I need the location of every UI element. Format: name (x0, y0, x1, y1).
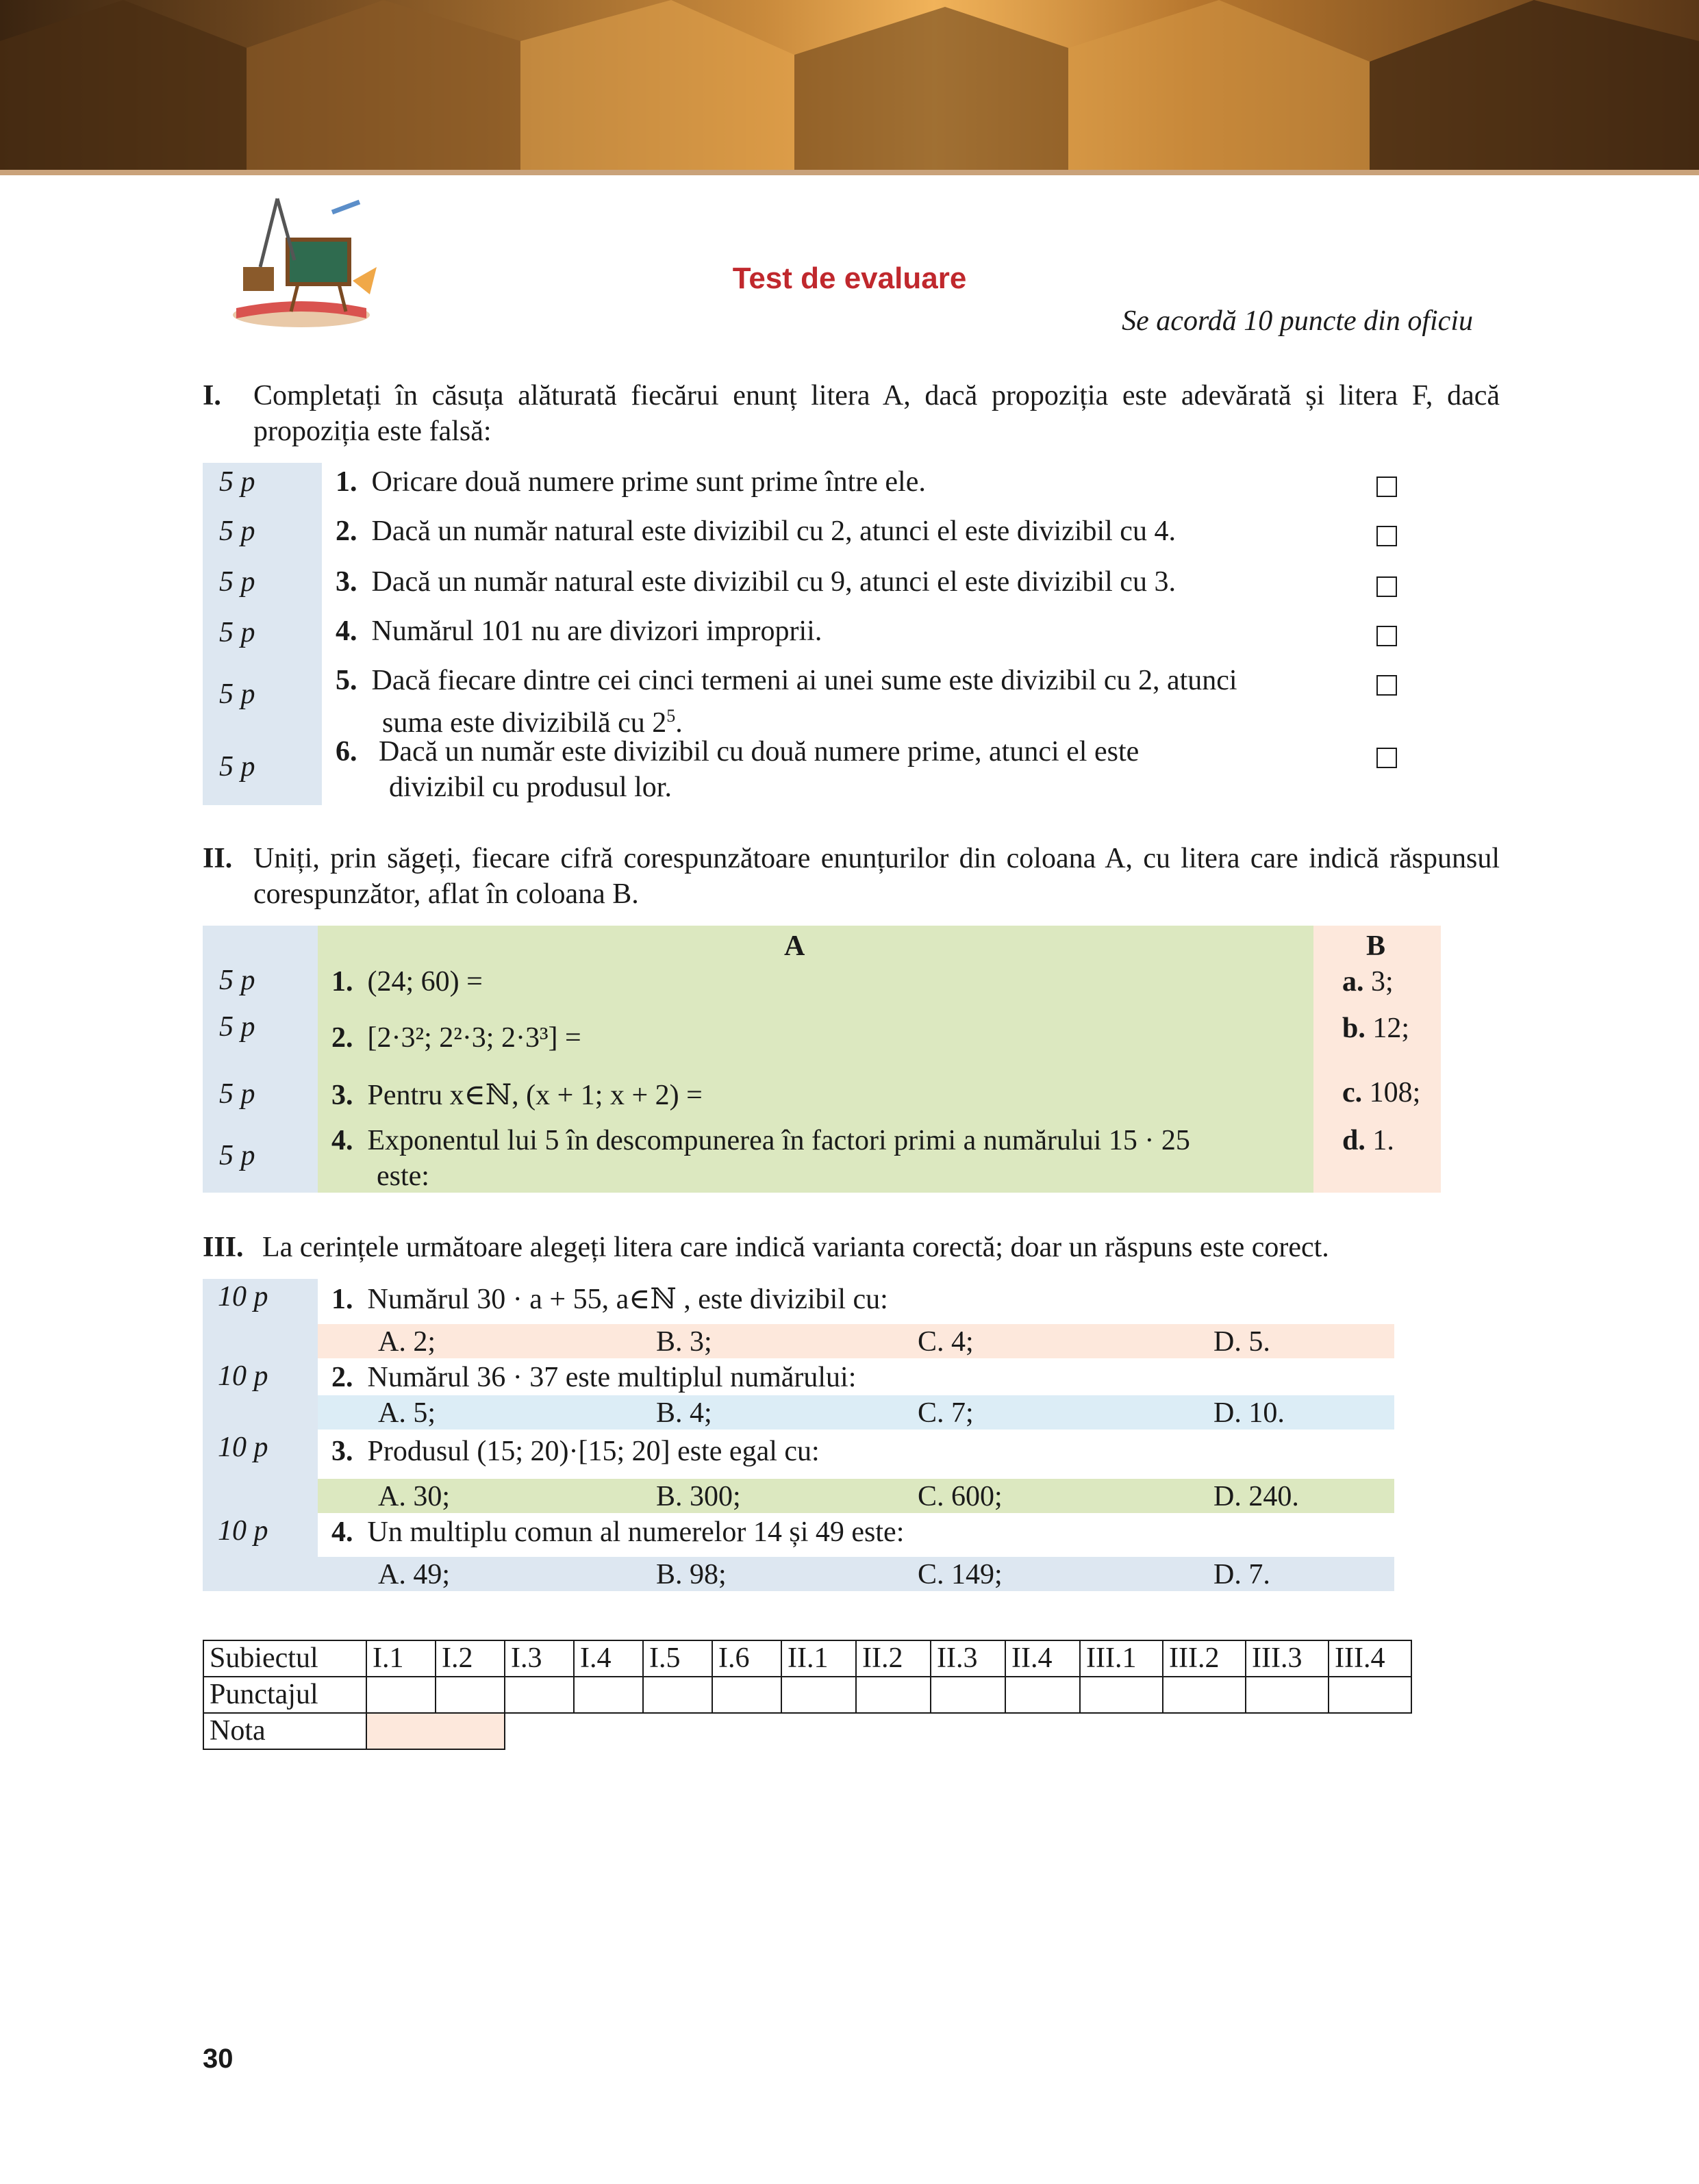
banner-blocks-image (0, 0, 1699, 170)
grade-spacer (505, 1713, 1411, 1749)
s3-q2-option-d[interactable]: D. 10. (1213, 1397, 1285, 1429)
s3-q2-option-a[interactable]: A. 5; (378, 1397, 436, 1429)
score-label-grade: Nota (203, 1713, 366, 1749)
s2-answer-b-letter: b. (1342, 1013, 1366, 1044)
s1-item1-text: Oricare două numere prime sunt prime între ele. (371, 466, 926, 498)
score-cell[interactable] (856, 1677, 931, 1713)
s2-answer-c-value: 108; (1369, 1077, 1421, 1108)
score-cell[interactable] (505, 1677, 574, 1713)
score-col-header: III.4 (1329, 1640, 1411, 1677)
grade-cell[interactable] (366, 1713, 505, 1749)
s1-item6-text2: divizibil cu produsul lor. (389, 772, 672, 803)
score-cell[interactable] (1246, 1677, 1329, 1713)
s3-q4-text: Un multiplu comun al numerelor 14 și 49 este: (367, 1516, 905, 1548)
score-row-subject (203, 1640, 1411, 1677)
score-table (203, 1640, 1412, 1750)
s3-q2-num: 2. (331, 1362, 353, 1393)
s3-q4-option-b[interactable]: B. 98; (656, 1559, 727, 1590)
s1-item1-points: 5 p (219, 466, 255, 498)
s1-item6-text: Dacă un număr este divizibil cu două numere prime, atunci el este (379, 736, 1140, 767)
score-cell[interactable] (643, 1677, 712, 1713)
s1-item4-num: 4. (336, 615, 357, 647)
score-row-grade (203, 1713, 1411, 1749)
score-cell[interactable] (436, 1677, 505, 1713)
section3-instruction: La cerințele următoare alegeți litera care indică varianta corectă; doar un răspuns este corect. (262, 1232, 1329, 1263)
s3-q4-option-d[interactable]: D. 7. (1213, 1559, 1270, 1590)
page-number: 30 (203, 2044, 234, 2074)
s3-q1-points: 10 p (218, 1281, 268, 1312)
s1-item4-checkbox[interactable] (1376, 626, 1397, 646)
header-banner (0, 0, 1699, 170)
s3-q1-option-d[interactable]: D. 5. (1213, 1326, 1270, 1358)
s3-q1-text: Numărul 30 · a + 55, a∈ℕ , este divizibil cu: (367, 1284, 888, 1315)
s1-item2-text: Dacă un număr natural este divizibil cu 2, atunci el este divizibil cu 4. (371, 516, 1176, 547)
s3-q2-option-c[interactable]: C. 7; (918, 1397, 974, 1429)
s1-item6-checkbox[interactable] (1376, 748, 1397, 768)
s3-q1-option-c[interactable]: C. 4; (918, 1326, 974, 1358)
s3-q2-points: 10 p (218, 1360, 268, 1392)
s3-q2-text: Numărul 36 · 37 este multiplul numărului: (367, 1362, 857, 1393)
s1-item6-num: 6. (336, 736, 357, 767)
section2-label: II. (203, 843, 233, 874)
s3-q4-option-a[interactable]: A. 49; (378, 1559, 450, 1590)
s2-item2-num: 2. (331, 1022, 353, 1054)
score-cell[interactable] (1080, 1677, 1163, 1713)
s1-item2-num: 2. (336, 516, 357, 547)
s3-q3-option-a[interactable]: A. 30; (378, 1481, 450, 1512)
s1-item4-text: Numărul 101 nu are divizori improprii. (371, 615, 822, 647)
s3-q3-option-b[interactable]: B. 300; (656, 1481, 741, 1512)
s3-q2-option-b[interactable]: B. 4; (656, 1397, 712, 1429)
s1-item5-num: 5. (336, 665, 357, 696)
score-cell[interactable] (931, 1677, 1005, 1713)
score-cell[interactable] (1163, 1677, 1246, 1713)
page-subtitle: Se acordă 10 puncte din oficiu (1122, 305, 1473, 337)
score-col-header: III.1 (1080, 1640, 1163, 1677)
s3-q1-option-a[interactable]: A. 2; (378, 1326, 436, 1358)
s1-item3-text: Dacă un număr natural este divizibil cu 9, atunci el este divizibil cu 3. (371, 566, 1176, 598)
section1-instruction: Completați în căsuța alăturată fiecărui enunț litera A, dacă propoziția este adevărată și litera F, dacă propoziția este falsă: (253, 380, 1500, 447)
s1-item3-num: 3. (336, 566, 357, 598)
s2-item4-text: Exponentul lui 5 în descompunerea în factori primi a numărului 15 · 25 (367, 1125, 1190, 1156)
s2-item1-text: (24; 60) = (367, 966, 483, 998)
s1-item2-points: 5 p (219, 516, 255, 547)
s2-item3-text: Pentru x∈ℕ, (x + 1; x + 2) = (367, 1080, 703, 1111)
s1-item5-tail: . (675, 707, 683, 739)
banner-underline (0, 170, 1699, 175)
s1-item1-num: 1. (336, 466, 357, 498)
score-col-header: II.3 (931, 1640, 1005, 1677)
s3-q3-text: Produsul (15; 20)·[15; 20] este egal cu: (367, 1436, 820, 1467)
s3-q4-points: 10 p (218, 1515, 268, 1547)
s2-item4-num: 4. (331, 1125, 353, 1156)
score-row-points (203, 1677, 1411, 1713)
s1-item5-checkbox[interactable] (1376, 675, 1397, 696)
s1-item5-points: 5 p (219, 678, 255, 710)
s2-item3-points: 5 p (219, 1078, 255, 1110)
section2-instruction: Uniți, prin săgeți, fiecare cifră corespunzătoare enunțurilor din coloana A, cu litera care indică răspunsul corespunzător, aflat în coloana B. (253, 843, 1500, 910)
s2-item4-text2: este: (377, 1160, 429, 1192)
score-cell[interactable] (366, 1677, 436, 1713)
s1-item6-points: 5 p (219, 751, 255, 783)
section1-label: I. (203, 380, 221, 411)
score-label-points: Punctajul (203, 1677, 366, 1713)
score-cell[interactable] (1329, 1677, 1411, 1713)
score-cell[interactable] (781, 1677, 856, 1713)
s2-item4-points: 5 p (219, 1140, 255, 1171)
score-cell[interactable] (712, 1677, 781, 1713)
s1-item1-checkbox[interactable] (1376, 477, 1397, 497)
s2-answer-b-value: 12; (1372, 1013, 1410, 1044)
score-col-header: I.5 (643, 1640, 712, 1677)
s2-answer-d-letter: d. (1342, 1125, 1366, 1156)
s3-q1-num: 1. (331, 1284, 353, 1315)
score-col-header: II.2 (856, 1640, 931, 1677)
s3-q4-num: 4. (331, 1516, 353, 1548)
s1-item4-points: 5 p (219, 617, 255, 648)
score-label-subject: Subiectul (203, 1640, 366, 1677)
score-col-header: II.1 (781, 1640, 856, 1677)
score-col-header: I.1 (366, 1640, 436, 1677)
s3-q3-num: 3. (331, 1436, 353, 1467)
s1-item3-points: 5 p (219, 566, 255, 598)
score-cell[interactable] (1005, 1677, 1080, 1713)
score-col-header: II.4 (1005, 1640, 1080, 1677)
s1-item3-checkbox[interactable] (1376, 576, 1397, 597)
s1-item5-text2: suma este divizibilă cu 2 (382, 707, 667, 739)
s1-item5-text: Dacă fiecare dintre cei cinci termeni ai unei sume este divizibil cu 2, atunci (371, 665, 1237, 696)
col-b-header: B (1366, 930, 1386, 962)
s2-item2-text: [2·3²; 2²·3; 2·3³] = (367, 1022, 581, 1054)
score-col-header: III.2 (1163, 1640, 1246, 1677)
s2-answer-a-letter: a. (1342, 966, 1364, 998)
score-col-header: III.3 (1246, 1640, 1329, 1677)
score-col-header: I.4 (574, 1640, 643, 1677)
s2-item2-points: 5 p (219, 1011, 255, 1043)
s1-item2-checkbox[interactable] (1376, 526, 1397, 546)
score-col-header: I.2 (436, 1640, 505, 1677)
s3-q3-points: 10 p (218, 1432, 268, 1463)
score-cell[interactable] (574, 1677, 643, 1713)
s1-item5-sup: 5 (666, 706, 676, 726)
s3-q4-option-c[interactable]: C. 149; (918, 1559, 1003, 1590)
s3-q1-option-b[interactable]: B. 3; (656, 1326, 712, 1358)
s2-item1-num: 1. (331, 966, 353, 998)
page-title: Test de evaluare (732, 262, 967, 295)
s2-answer-a-value: 3; (1371, 966, 1394, 998)
s3-q3-option-d[interactable]: D. 240. (1213, 1481, 1299, 1512)
s2-answer-d-value: 1. (1372, 1125, 1394, 1156)
s2-item3-num: 3. (331, 1080, 353, 1111)
col-a-header: A (784, 930, 805, 962)
section3-label: III. (203, 1232, 244, 1263)
s3-q3-option-c[interactable]: C. 600; (918, 1481, 1003, 1512)
score-col-header: I.3 (505, 1640, 574, 1677)
s2-item1-points: 5 p (219, 965, 255, 996)
s2-answer-c-letter: c. (1342, 1077, 1363, 1108)
score-col-header: I.6 (712, 1640, 781, 1677)
